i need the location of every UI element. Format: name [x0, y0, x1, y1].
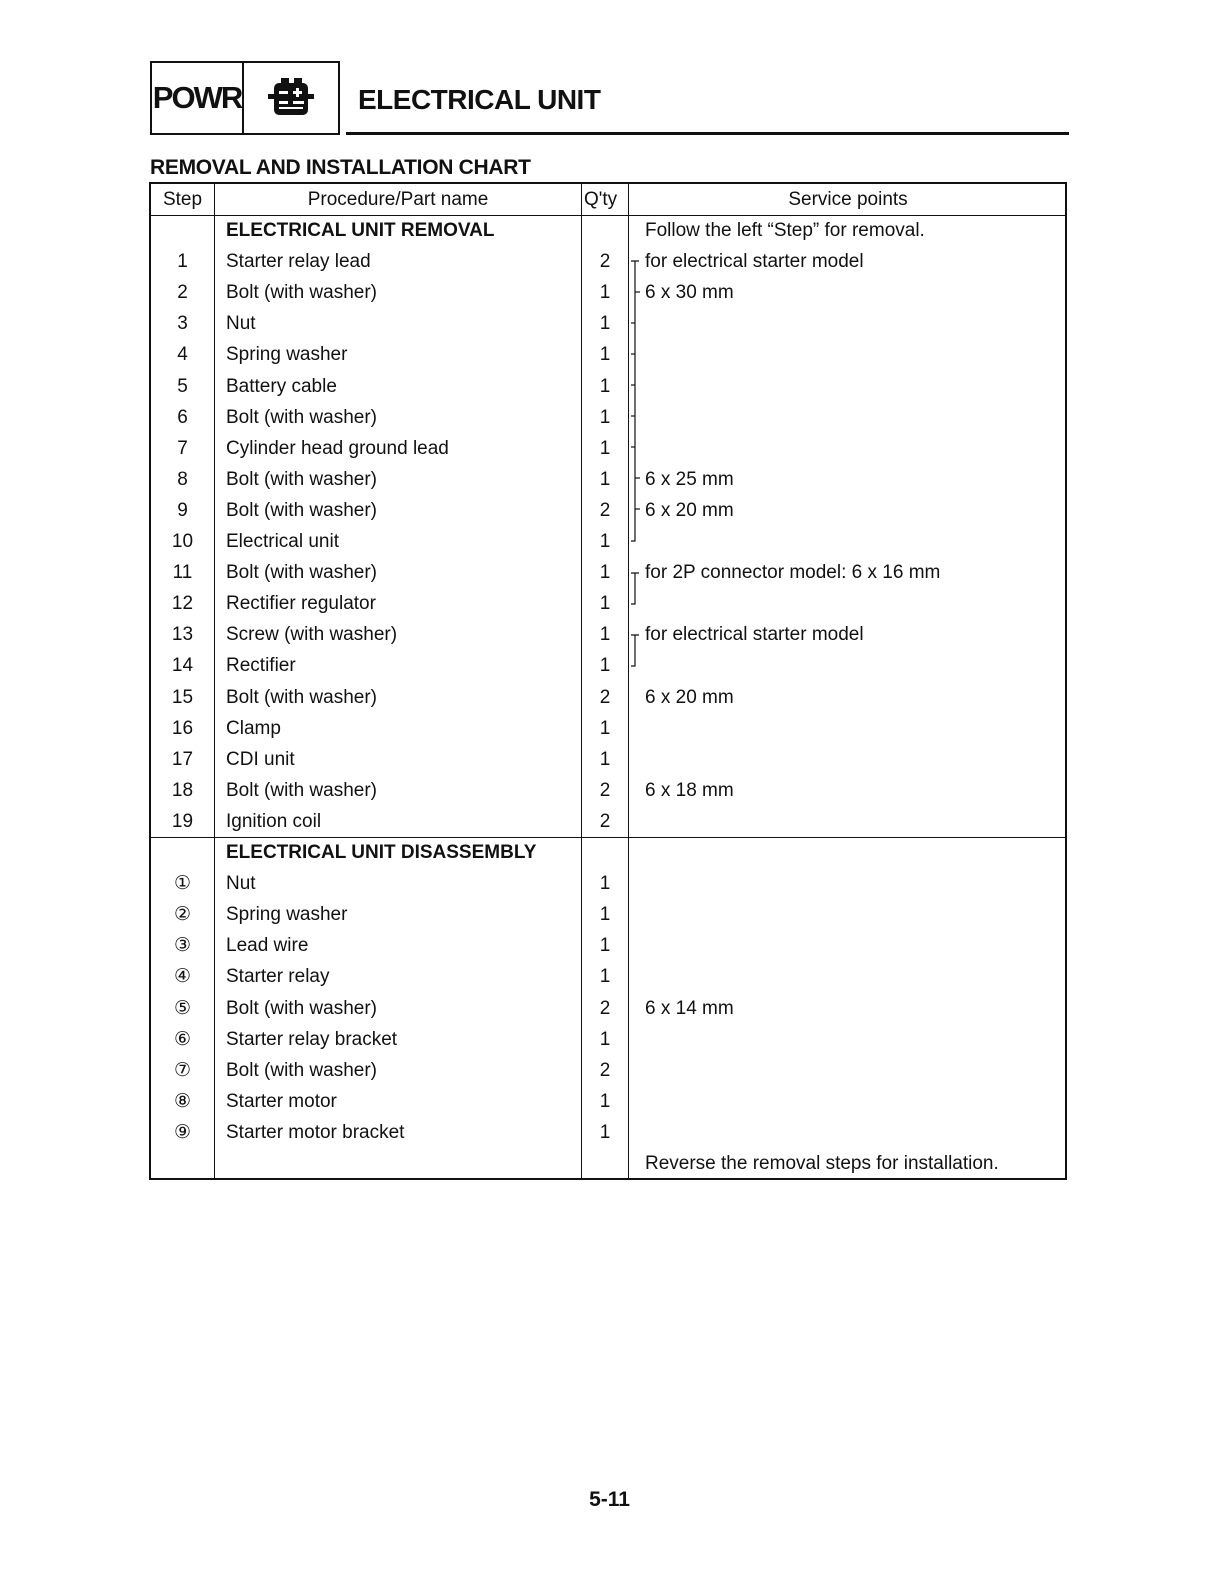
service-point: 6 x 14 mm [645, 998, 734, 1019]
quantity: 1 [599, 562, 611, 583]
installation-note: Reverse the removal steps for installation. [645, 1153, 999, 1174]
quantity: 1 [599, 966, 611, 987]
service-point: for electrical starter model [645, 624, 864, 645]
quantity: 2 [599, 1060, 611, 1081]
quantity: 1 [599, 407, 611, 428]
part-name: Spring washer [226, 904, 348, 925]
page-number: 5-11 [589, 1488, 630, 1511]
part-name: Bolt (with washer) [226, 469, 377, 490]
quantity: 1 [599, 469, 611, 490]
part-name: Rectifier regulator [226, 593, 376, 614]
step-number: ⑤ [173, 998, 192, 1019]
part-name: Nut [226, 313, 256, 334]
quantity: 1 [599, 655, 611, 676]
section-code: POWR [152, 63, 244, 133]
step-number: 12 [171, 593, 194, 614]
step-number: 5 [177, 376, 188, 397]
quantity: 1 [599, 624, 611, 645]
part-name: Bolt (with washer) [226, 780, 377, 801]
step-number: 19 [171, 811, 194, 832]
service-point: 6 x 18 mm [645, 780, 734, 801]
service-point: 6 x 20 mm [645, 687, 734, 708]
part-name: Spring washer [226, 344, 348, 365]
step-number: ③ [173, 935, 192, 956]
step-number: 13 [171, 624, 194, 645]
part-name: Bolt (with washer) [226, 562, 377, 583]
part-name: Bolt (with washer) [226, 998, 377, 1019]
grouping-brackets [151, 184, 1069, 1182]
header-divider [346, 132, 1069, 135]
step-number: ④ [173, 966, 192, 987]
quantity: 1 [599, 531, 611, 552]
group-bracket [631, 573, 639, 604]
section-title: ELECTRICAL UNIT [358, 84, 601, 115]
step-number: ② [173, 904, 192, 925]
part-name: Nut [226, 873, 256, 894]
step-number: 8 [177, 469, 188, 490]
step-number: 17 [171, 749, 194, 770]
quantity: 2 [599, 780, 611, 801]
part-name: Clamp [226, 718, 281, 739]
part-name: Starter motor bracket [226, 1122, 405, 1143]
step-number: 15 [171, 687, 194, 708]
column-header-qty: Q'ty [584, 189, 618, 210]
step-number: 1 [177, 251, 188, 272]
electrical-unit-icon [244, 63, 338, 133]
step-number: 18 [171, 780, 194, 801]
removal-installation-table [149, 182, 1067, 1180]
part-name: Rectifier [226, 655, 296, 676]
quantity: 2 [599, 998, 611, 1019]
part-name: Bolt (with washer) [226, 282, 377, 303]
disassembly-heading: ELECTRICAL UNIT DISASSEMBLY [226, 842, 537, 863]
service-point: for electrical starter model [645, 251, 864, 272]
step-number: 14 [171, 655, 194, 676]
part-name: Starter relay [226, 966, 330, 987]
part-name: Ignition coil [226, 811, 322, 832]
quantity: 2 [599, 687, 611, 708]
quantity: 2 [599, 500, 611, 521]
quantity: 1 [599, 935, 611, 956]
removal-note: Follow the left “Step” for removal. [645, 220, 925, 241]
quantity: 1 [599, 344, 611, 365]
step-number: ⑦ [173, 1060, 192, 1081]
quantity: 1 [599, 749, 611, 770]
part-name: Lead wire [226, 935, 309, 956]
part-name: Electrical unit [226, 531, 339, 552]
part-name: Bolt (with washer) [226, 407, 377, 428]
column-header-step: Step [162, 189, 203, 210]
quantity: 2 [599, 811, 611, 832]
step-number: 4 [177, 344, 188, 365]
group-bracket [631, 261, 639, 541]
quantity: 1 [599, 873, 611, 894]
part-name: Bolt (with washer) [226, 1060, 377, 1081]
chart-title: REMOVAL AND INSTALLATION CHART [150, 156, 531, 179]
part-name: Bolt (with washer) [226, 687, 377, 708]
quantity: 1 [599, 376, 611, 397]
step-number: 3 [177, 313, 188, 334]
quantity: 1 [599, 313, 611, 334]
step-number: 7 [177, 438, 188, 459]
section-badge [150, 61, 340, 135]
part-name: Starter motor [226, 1091, 337, 1112]
step-number: ⑥ [173, 1029, 192, 1050]
step-number: 2 [177, 282, 188, 303]
part-name: Battery cable [226, 376, 337, 397]
part-name: Cylinder head ground lead [226, 438, 449, 459]
step-number: ① [173, 873, 192, 894]
service-point: 6 x 30 mm [645, 282, 734, 303]
service-point: for 2P connector model: 6 x 16 mm [645, 562, 941, 583]
quantity: 1 [599, 1029, 611, 1050]
service-point: 6 x 25 mm [645, 469, 734, 490]
quantity: 1 [599, 593, 611, 614]
column-header-service: Service points [788, 189, 908, 210]
quantity: 1 [599, 282, 611, 303]
quantity: 1 [599, 904, 611, 925]
step-number: 10 [171, 531, 194, 552]
quantity: 1 [599, 438, 611, 459]
step-number: 6 [177, 407, 188, 428]
step-number: 11 [172, 562, 193, 583]
quantity: 2 [599, 251, 611, 272]
service-point: 6 x 20 mm [645, 500, 734, 521]
part-name: CDI unit [226, 749, 295, 770]
quantity: 1 [599, 718, 611, 739]
column-header-procedure: Procedure/Part name [307, 189, 489, 210]
step-number: ⑧ [173, 1091, 192, 1112]
part-name: Bolt (with washer) [226, 500, 377, 521]
group-bracket [631, 635, 639, 666]
quantity: 1 [599, 1091, 611, 1112]
removal-heading: ELECTRICAL UNIT REMOVAL [226, 220, 495, 241]
part-name: Starter relay bracket [226, 1029, 398, 1050]
part-name: Starter relay lead [226, 251, 371, 272]
step-number: ⑨ [173, 1122, 192, 1143]
part-name: Screw (with washer) [226, 624, 398, 645]
quantity: 1 [599, 1122, 611, 1143]
step-number: 16 [171, 718, 194, 739]
step-number: 9 [177, 500, 188, 521]
